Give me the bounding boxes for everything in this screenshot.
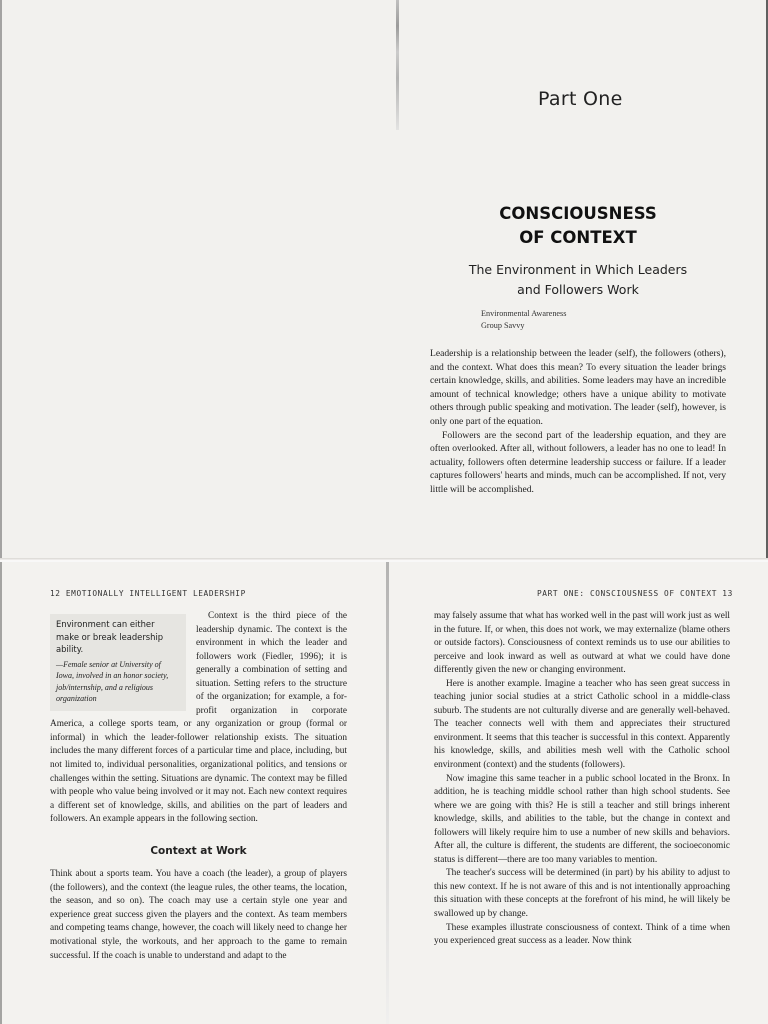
body-paragraph: The teacher's success will be determined (in part) by his ability to adjust to this new context. If he is not aware of this and is not intentionally approaching this situation with these concepts at the forefront of his mind, he will likely be swallowed up by change. — [434, 868, 730, 920]
chapter-subtitle — [440, 260, 716, 300]
chapter-title-line: CONSCIOUSNESS — [499, 204, 657, 223]
competency-item: Environmental Awareness — [481, 309, 567, 318]
body-paragraph: Context is the third piece of the leadership dynamic. The context is the environment in which the leader and followers work (Fiedler, 1996); it is generally a combination of setting and situation. Setting refers to the structure of the organization; for example, a for-profit organization in corporate America, a college sports team, or any organization or group (formal or informal) in which the leader-follower relationship exists. The situation includes the many different forces of a particular time and place, including, but not limited to, individual personalities, organizational politics, and tensions or challenges within the setting. Situations are dynamic. The context may be filled with people who value being involved or it may not. Each new context requires a different set of knowledge, skills, and abilities on the part of leaders and followers. An example appears in the following section. — [50, 611, 347, 825]
subtitle-line: The Environment in Which Leaders — [468, 262, 688, 277]
competency-list — [481, 308, 566, 332]
competency-item: Group Savvy — [481, 321, 525, 330]
right-page-column — [434, 610, 730, 949]
chapter-title — [440, 202, 716, 250]
intro-body-text — [430, 347, 726, 497]
section-heading: Context at Work — [150, 844, 247, 857]
body-paragraph: Leadership is a relationship between the leader (self), the followers (others), and the context. What does this mean? To every situation the leader brings certain knowledge, skills, and abilities. Some leaders may have an incredible amount of technical knowledge; others have a unique ability to motivate others through public speaking and motivation. The leader (self), however, is only one part of the equation. — [430, 348, 726, 427]
body-paragraph: Followers are the second part of the leadership equation, and they are often overlooked. After all, without followers, a leader has no one to lead! In actuality, followers often determine leadership success or failure. If a leader captures followers' hearts and minds, much can be accomplished. If not, very little will be accomplished. — [430, 429, 726, 495]
left-page-column — [50, 610, 347, 963]
body-paragraph: Now imagine this same teacher in a public school located in the Bronx. In addition, he is teaching middle school rather than high school students. See where we are going with this? He is still a teacher and still brings inherent knowledge, skills, and abilities to the table, but the change in context and followers will likely require him to use a number of new skills and behaviors. After all, the culture is different, the students are different, the socioeconomic status is different—there are too many variables to mention. — [434, 773, 730, 865]
book-spine — [396, 0, 399, 130]
pull-quote — [50, 614, 186, 711]
chapter-title-line: OF CONTEXT — [519, 228, 637, 247]
running-header-right: PART ONE: CONSCIOUSNESS OF CONTEXT 13 — [537, 589, 733, 598]
part-title: Part One — [538, 88, 623, 110]
pull-quote-text: Environment can either make or break leadership ability. — [56, 619, 164, 654]
body-paragraph: These examples illustrate consciousness of context. Think of a time when you experienced great success as a leader. Now think — [434, 922, 730, 947]
page-edge-left — [0, 562, 2, 1024]
subtitle-line: and Followers Work — [517, 282, 639, 297]
body-paragraph: Here is another example. Imagine a teacher who has seen great success in teaching junior social studies at a strict Catholic school in a middle-class suburb. The students are not culturally diverse and are generally well-behaved. The teacher connects well with them and appreciates their structured environment. It seems that this teacher is successful in this context. Apparently his knowledge, skills, and abilities mesh well with the Catholic school environment (context) and the students (followers). — [434, 678, 730, 771]
body-paragraph: may falsely assume that what has worked well in the past will work just as well in the future. If, or when, this does not work, we may externalize (blame others or outside factors). Consciousness of context reminds us to use our abilities to perceive and look inward as well as outward at what we could have done differently given the new or changing environment. — [434, 611, 730, 676]
page-edge-left — [0, 0, 2, 560]
running-header-left: 12 EMOTIONALLY INTELLIGENT LEADERSHIP — [50, 589, 246, 598]
book-spine — [386, 562, 389, 1024]
bottom-page-spread — [0, 562, 768, 1024]
body-paragraph: Think about a sports team. You have a coach (the leader), a group of players (the followers), and the context (the league rules, the other teams, the location, the season, and so on). The coach may use a certain style one year and experience great success given the players and the context. As team members and competing teams change, however, the coach will likely need to change her motivational style, the workouts, and her approach to the game to remain successful. If the coach is unable to understand and adapt to the — [50, 869, 347, 961]
pull-quote-attribution: —Female senior at University of Iowa, involved in an honor society, job/internship, and a religious organization — [56, 659, 169, 703]
